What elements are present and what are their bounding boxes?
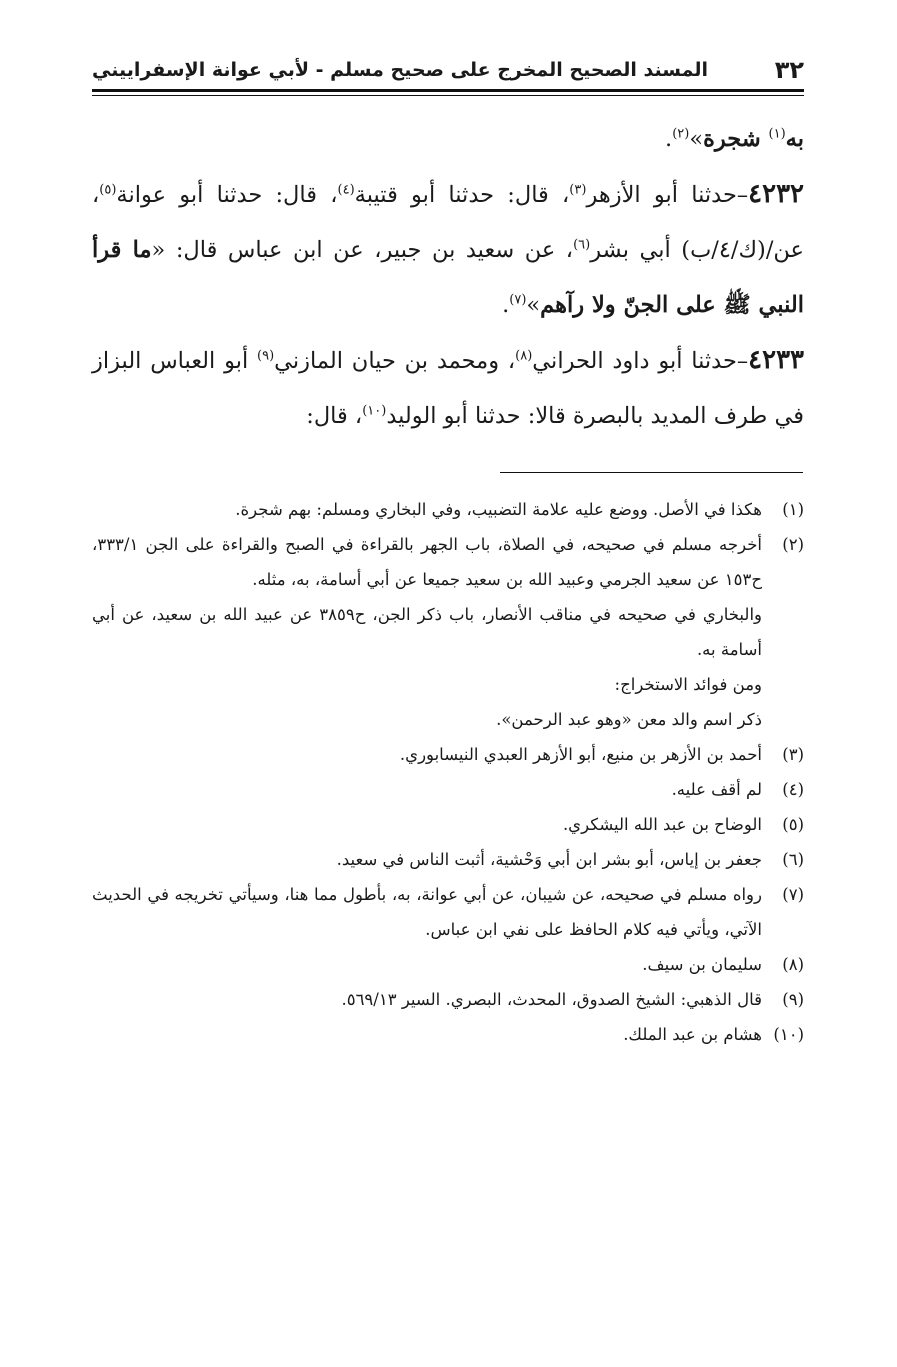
footnote-number: (١)	[782, 500, 804, 519]
footnote-line: جعفر بن إياس، أبو بشر ابن أبي وَحْشية، أثبت الناس في سعيد.	[336, 850, 762, 869]
text-segment: »	[689, 126, 704, 152]
footnote-line: هشام بن عبد الملك.	[623, 1025, 762, 1044]
footnote-number: (٢)	[782, 535, 804, 554]
continuation-line	[92, 112, 804, 167]
footnote-text	[92, 737, 762, 772]
text-segment: به	[785, 126, 804, 152]
text-segment: ، عن/(ك/٤/ب) أبي بشر	[92, 182, 804, 263]
hadith-number: ٤٢٣٣	[748, 345, 805, 375]
footnote-line: والبخاري في صحيحه في مناقب الأنصار، باب ذكر الجن، ح٣٨٥٩ عن عبيد الله بن سعيد، عن أبي أسامة به.	[92, 605, 762, 659]
footnote-ref: (٦)	[573, 237, 591, 253]
footnote-line: ومن فوائد الاستخراج:	[614, 675, 762, 694]
footnote-text	[92, 527, 762, 737]
footnote-number: (٤)	[782, 780, 804, 799]
footnote-number: (٥)	[782, 815, 804, 834]
footnote	[92, 842, 804, 877]
footnote-line: ذكر اسم والد معن «وهو عبد الرحمن».	[496, 710, 762, 729]
hadith-4232	[92, 167, 804, 333]
hadith-4233	[92, 333, 804, 444]
footnote-number: (٦)	[782, 850, 804, 869]
text-segment: ، قال: حدثنا أبو قتيبة	[354, 182, 570, 208]
text-segment: أبو العباس البزاز في طرف المديد بالبصرة قالا: حدثنا أبو الوليد	[92, 348, 804, 429]
footnote-ref: (٩)	[257, 348, 275, 364]
hadith-matn: ما قرأ النبي ﷺ على الجنّ ولا رآهم	[92, 237, 804, 318]
footnote-separator	[500, 472, 803, 473]
footnote-ref: (٢)	[672, 126, 690, 142]
footnote-ref: (١)	[768, 126, 786, 142]
footnote	[92, 737, 804, 772]
text-segment: ، قال:	[306, 403, 363, 429]
text-segment: .	[665, 126, 673, 152]
footnote-number: (١٠)	[773, 1025, 804, 1044]
footnote-text	[92, 877, 762, 947]
footnote	[92, 807, 804, 842]
header-rule-thin	[92, 95, 804, 96]
footnote-ref: (٨)	[515, 348, 533, 364]
footnote-line: أخرجه مسلم في صحيحه، في الصلاة، باب الجهر بالقراءة في الصبح والقراءة على الجن ٣٣٣/١، ح١٥٣ عن سعيد الجرمي وعبيد الله بن سعيد جميعا عن أبي أسامة، به، مثله.	[92, 535, 762, 589]
footnote-line: قال الذهبي: الشيخ الصدوق، المحدث، البصري. السير ٥٦٩/١٣.	[341, 990, 762, 1009]
footnote-line: رواه مسلم في صحيحه، عن شيبان، عن أبي عوانة، به، بأطول مما هنا، وسيأتي تخريجه في الحديث الآتي، ويأتي فيه كلام الحافظ على نفي ابن عباس.	[92, 885, 762, 939]
hadith-number: ٤٢٣٢	[748, 179, 804, 209]
footnote	[92, 982, 804, 1017]
header-rule-thick	[92, 89, 804, 92]
text-segment: ، قال: حدثنا أبو عوانة	[116, 182, 338, 208]
text-segment: »	[526, 292, 541, 318]
footnote-text	[92, 1017, 762, 1052]
footnote-number: (٧)	[782, 885, 804, 904]
footnote-ref: (١٠)	[362, 403, 387, 419]
footnote	[92, 947, 804, 982]
footnote-text	[92, 982, 762, 1017]
running-header	[92, 52, 804, 88]
text-segment: –حدثنا أبو داود الحراني	[532, 348, 749, 374]
footnote-number: (٣)	[782, 745, 804, 764]
footnote-ref: (٧)	[509, 292, 527, 308]
running-title: المسند الصحيح المخرج على صحيح مسلم - لأبي عوانة الإسفراييني	[92, 59, 708, 81]
footnote	[92, 772, 804, 807]
text-segment: ، عن سعيد بن جبير، عن ابن عباس قال: «	[151, 237, 574, 263]
footnote	[92, 492, 804, 527]
footnote	[92, 527, 804, 737]
footnote-line: لم أقف عليه.	[671, 780, 762, 799]
text-segment: –حدثنا أبو الأزهر	[586, 182, 749, 208]
footnote-text	[92, 492, 762, 527]
footnote-line: الوضاح بن عبد الله اليشكري.	[562, 815, 762, 834]
text-segment: ، ومحمد بن حيان المازني	[274, 348, 516, 374]
footnote	[92, 1017, 804, 1052]
footnote	[92, 877, 804, 947]
footnote-text	[92, 842, 762, 877]
footnote-text	[92, 772, 762, 807]
footnote-text	[92, 947, 762, 982]
footnote-ref: (٤)	[337, 182, 355, 198]
text-segment: .	[502, 292, 510, 318]
footnote-ref: (٥)	[99, 182, 117, 198]
footnote-ref: (٣)	[569, 182, 587, 198]
page-number: ٣٢	[774, 56, 804, 84]
footnote-text	[92, 807, 762, 842]
footnotes	[92, 492, 804, 1052]
main-text	[92, 112, 804, 444]
footnote-number: (٩)	[782, 990, 804, 1009]
footnote-number: (٨)	[782, 955, 804, 974]
footnote-line: سليمان بن سيف.	[642, 955, 762, 974]
text-segment: شجرة	[703, 126, 769, 152]
footnote-line: هكذا في الأصل. ووضع عليه علامة التضبيب، وفي البخاري ومسلم: بهم شجرة.	[235, 500, 762, 519]
footnote-line: أحمد بن الأزهر بن منيع، أبو الأزهر العبدي النيسابوري.	[399, 745, 762, 764]
